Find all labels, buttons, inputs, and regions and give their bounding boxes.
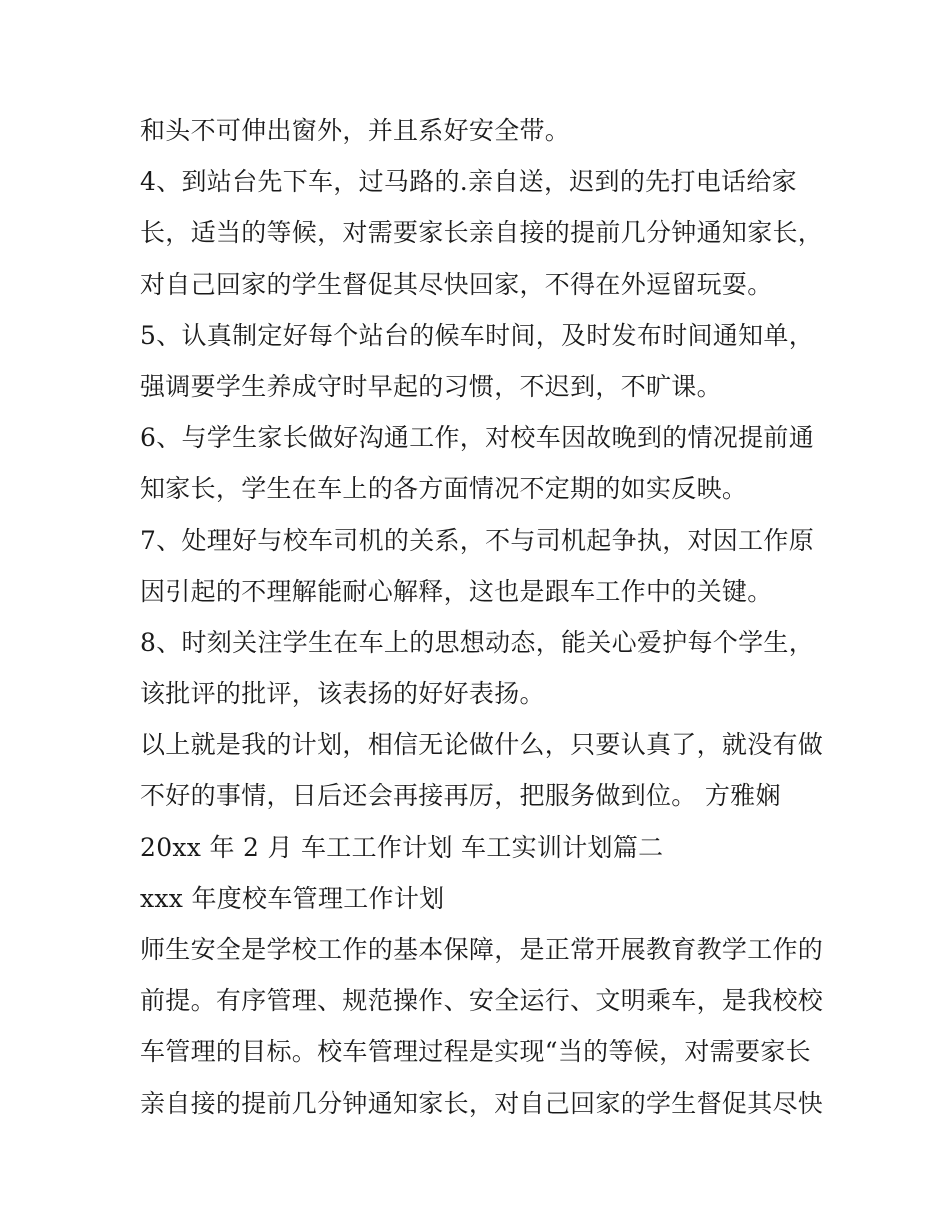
- text-line-18: 前提。有序管理、规范操作、安全运行、文明乘车，是我校校: [140, 986, 824, 1016]
- text-line-6: 强调要学生养成守时早起的习惯，不迟到，不旷课。: [140, 371, 722, 401]
- text-line-7: 6、与学生家长做好沟通工作，对校车因故晚到的情况提前通: [140, 423, 815, 453]
- text-line-11: 8、时刻关注学生在车上的思想动态，能关心爱护每个学生，: [140, 627, 815, 657]
- text-line-9: 7、处理好与校车司机的关系，不与司机起争执，对因工作原: [140, 525, 815, 555]
- text-line-14: 不好的事情，日后还会再接再厉，把服务做到位。 方雅娴: [140, 781, 781, 811]
- text-line-1: 和头不可伸出窗外，并且系好安全带。: [140, 116, 571, 145]
- text-line-5: 5、认真制定好每个站台的候车时间，及时发布时间通知单，: [140, 320, 815, 350]
- text-line-12: 该批评的批评，该表扬的好好表扬。: [140, 679, 545, 709]
- text-line-8: 知家长，学生在车上的各方面情况不定期的如实反映。: [140, 474, 748, 504]
- text-line-17: 师生安全是学校工作的基本保障，是正常开展教育教学工作的: [140, 935, 824, 964]
- text-line-16: xxx 年度校车管理工作计划: [140, 883, 445, 913]
- text-line-10: 因引起的不理解能耐心解释，这也是跟车工作中的关键。: [140, 576, 773, 606]
- text-line-4: 对自己回家的学生督促其尽快回家，不得在外逗留玩耍。: [140, 269, 773, 299]
- text-line-3: 长，适当的等候，对需要家长亲自接的提前几分钟通知家长，: [140, 218, 824, 248]
- text-line-19: 车管理的目标。校车管理过程是实现“当的等候，对需要家长: [140, 1037, 811, 1067]
- text-line-13: 以上就是我的计划，相信无论做什么，只要认真了，就没有做: [140, 730, 824, 760]
- document-body: [140, 105, 830, 1129]
- text-line-15: 20xx 年 2 月 车工工作计划 车工实训计划篇二: [140, 832, 664, 862]
- text-line-20: 亲自接的提前几分钟通知家长，对自己回家的学生督促其尽快: [140, 1088, 824, 1118]
- text-line-2: 4、到站台先下车，过马路的.亲自送，迟到的先打电话给家: [140, 167, 797, 197]
